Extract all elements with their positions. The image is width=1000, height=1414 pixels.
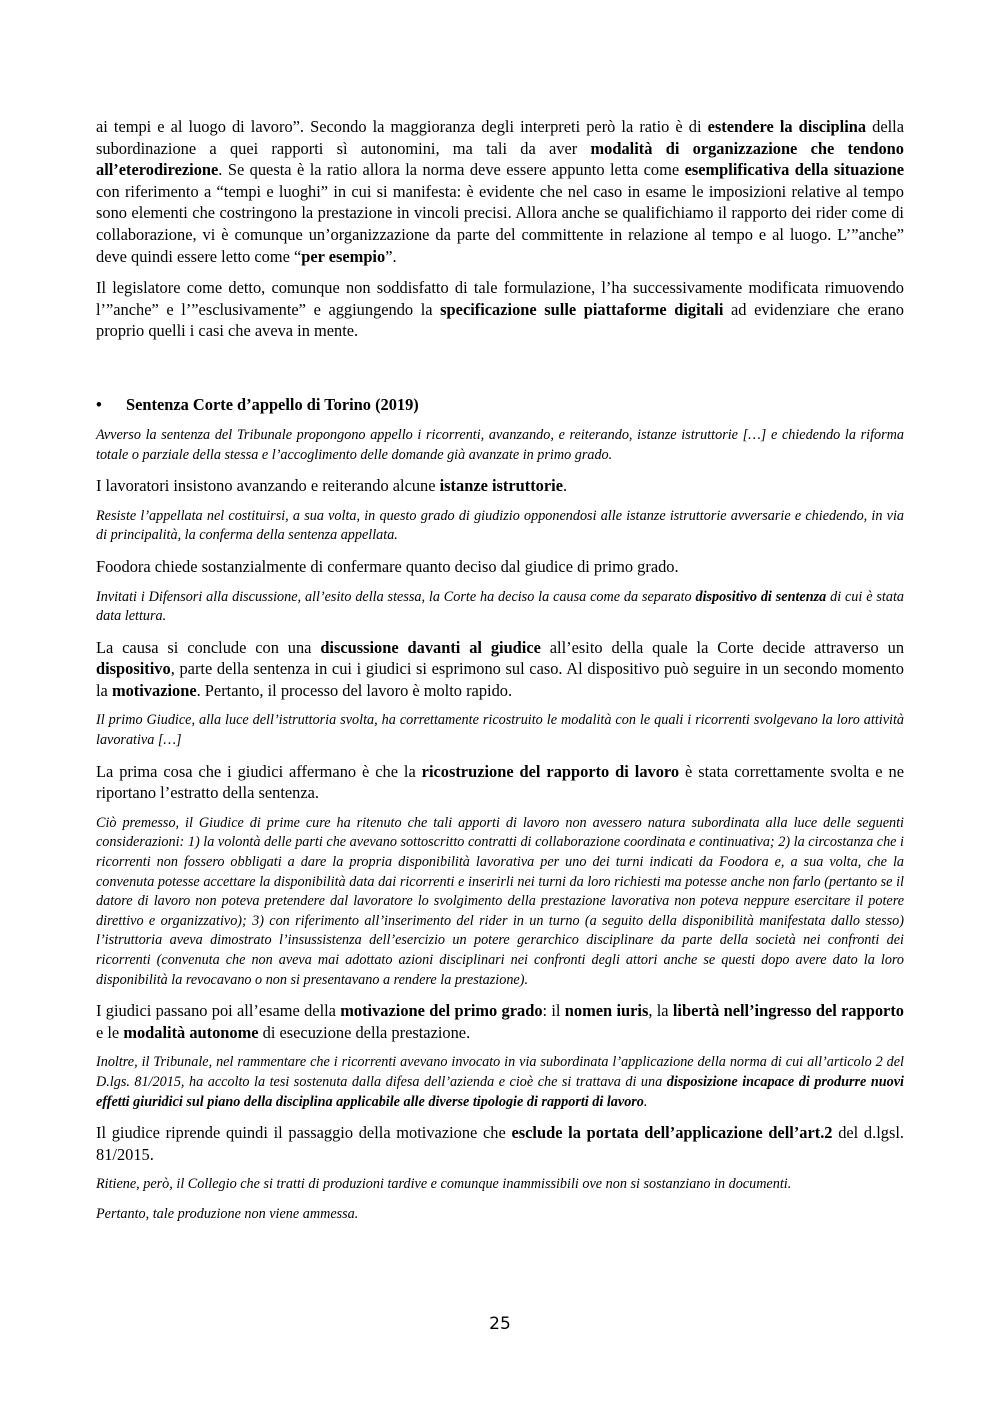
quote-paragraph: Il primo Giudice, alla luce dell’istruttoria svolta, ha correttamente ricostruito le modalità con le quali i ricorrenti svolgevano la loro attività lavorativa […]: [96, 712, 904, 749]
quote-paragraph: Pertanto, tale produzione non viene ammessa.: [96, 1205, 359, 1222]
body-paragraph: ai tempi e al luogo di lavoro”. Secondo la maggioranza degli interpreti però la ratio è di estendere la disciplina della subordinazione a quei rapporti sì autonomini, ma tali da aver modalità di organizzazione che tendono all’eterodirezione. Se questa è la ratio allora la norma deve essere appunto letta come esemplificativa della situazione con riferimento a “tempi e luoghi” in cui si manifesta: è evidente che nel caso in esame le imposizioni relative al tempo sono elementi che costringono la prestazione in vincoli precisi. Allora anche se qualifichiamo il rapporto dei rider come di collaborazione, vi è comunque un’organizzazione da parte del committente in relazione al tempo e al luogo. L’”anche” deve quindi essere letto come “per esempio”.: [96, 117, 904, 266]
quote-paragraph: Ritiene, però, il Collegio che si tratti di produzioni tardive e comunque inammissibili ove non si sostanziano in documenti.: [96, 1176, 792, 1193]
body-paragraph: Il giudice riprende quindi il passaggio della motivazione che esclude la portata dell’applicazione dell’art.2 del d.lgsl. 81/2015.: [96, 1123, 905, 1164]
quote-paragraph: Resiste l’appellata nel costituirsi, a sua volta, in questo grado di giudizio opponendosi alle istanze istruttorie avversarie e chiedendo, in via di principalità, la conferma della sentenza appellata.: [96, 507, 904, 544]
quote-paragraph: Inoltre, il Tribunale, nel rammentare che i ricorrenti avevano invocato in via subordinata l’applicazione della norma di cui all’articolo 2 del D.lgs. 81/2015, ha accolto la tesi sostenuta dalla difesa dell’azienda e cioè che si trattava di una disposizione incapace di produrre nuovi effetti giuridici sul piano della disciplina applicabile alle diverse tipologie di rapporti di lavoro.: [96, 1054, 904, 1110]
body-paragraph: La prima cosa che i giudici affermano è che la ricostruzione del rapporto di lavoro è stata correttamente svolta e ne riportano l’estratto della sentenza.: [96, 761, 904, 803]
body-paragraph: Il legislatore come detto, comunque non soddisfatto di tale formulazione, l’ha successivamente modificata rimuovendo l’”anche” e l’”esclusivamente” e aggiungendo la specificazione sulle piattaforme digitali ad evidenziare che erano proprio quelli i casi che aveva in mente.: [96, 278, 904, 341]
page-number: 25: [489, 1314, 511, 1334]
quote-paragraph: Ciò premesso, il Giudice di prime cure ha ritenuto che tali apporti di lavoro non avessero natura subordinata alla luce delle seguenti considerazioni: 1) la volontà delle parti che avevano sottoscritto contratti di collaborazione coordinata e continuativa; 2) la circostanza che i ricorrenti non fossero obbligati a dare la propria disponibilità lavorativa per uno dei turni indicati da Foodora e, a sua volta, che la convenuta potesse accettare la disponibilità data dai ricorrenti e inserirli nei turni da loro richiesti ma potesse anche non farlo (pertanto se il datore di lavoro non poteva pretendere dal lavoratore lo svolgimento della prestazione lavorativa non poteva neppure esercitare il potere direttivo e organizzativo); 3) con riferimento all’inserimento del rider in un turno (a seguito della disponibilità manifestata dallo stesso) l’istruttoria aveva dimostrato l’insussistenza dell’esercizio un potere gerarchico disciplinare da parte della società nei confronti dei ricorrenti (convenuta che non aveva mai adottato azioni disciplinari nei confronti degli attori anche se questi dopo avere dato la loro disponibilità la revocavano o non si presentavano a rendere la prestazione).: [96, 814, 904, 988]
spacer: [96, 352, 904, 394]
body-paragraph: I lavoratori insistono avanzando e reiterando alcune istanze istruttorie.: [96, 476, 568, 496]
section-title: Sentenza Corte d’appello di Torino (2019): [126, 394, 419, 414]
body-paragraph: Foodora chiede sostanzialmente di confermare quanto deciso dal giudice di primo grado.: [96, 556, 679, 576]
quote-paragraph: Avverso la sentenza del Tribunale propongono appello i ricorrenti, avanzando, e reiterando, istanze istruttorie […] e chiedendo la riforma totale o parziale della stessa e l’accoglimento delle domande già avanzate in primo grado.: [96, 426, 904, 463]
body-paragraph: I giudici passano poi all’esame della motivazione del primo grado: il nomen iuris, la libertà nell’ingresso del rapporto e le modalità autonome di esecuzione della prestazione.: [96, 1001, 904, 1042]
section-heading: [96, 394, 904, 416]
bullet-icon: •: [96, 394, 102, 414]
quote-paragraph: Invitati i Difensori alla discussione, all’esito della stessa, la Corte ha deciso la causa come da separato dispositivo di sentenza di cui è stata data lettura.: [96, 588, 904, 625]
body-paragraph: La causa si conclude con una discussione davanti al giudice all’esito della quale la Corte decide attraverso un dispositivo, parte della sentenza in cui i giudici si esprimono sul caso. Al dispositivo può seguire in un secondo momento la motivazione. Pertanto, il processo del lavoro è molto rapido.: [96, 637, 905, 700]
